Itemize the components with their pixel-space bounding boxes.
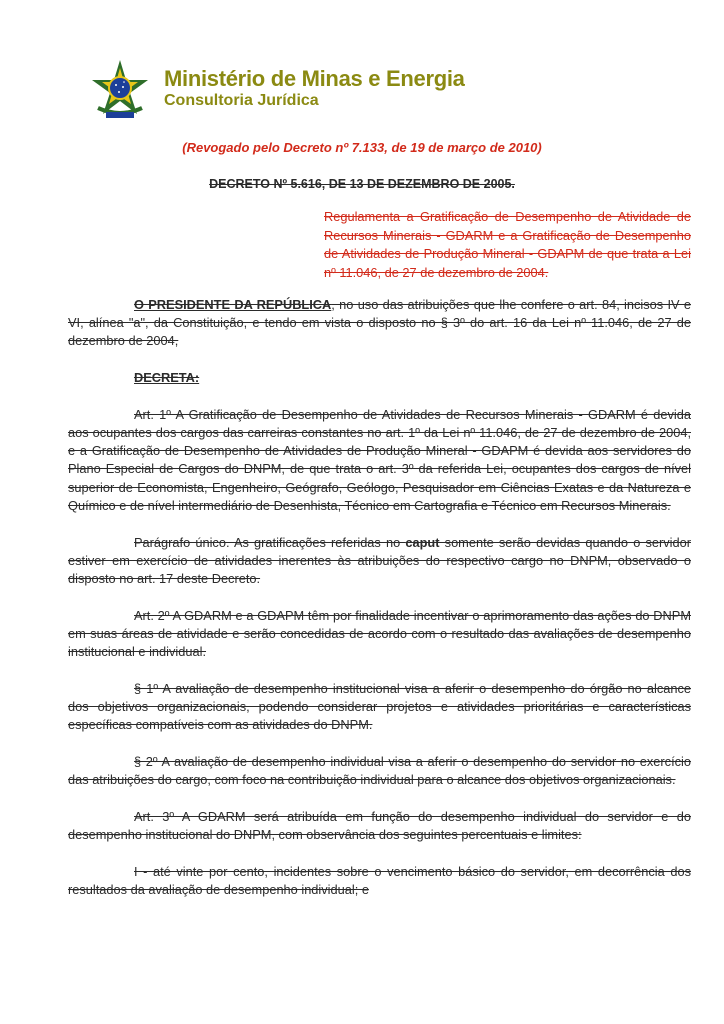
decree-title: DECRETO Nº 5.616, DE 13 DE DEZEMBRO DE 2005. [209,177,515,191]
article-2: Art. 2º A GDARM e a GDAPM têm por finalidade incentivar o aprimoramento das ações do DNPM em suas áreas de atividade e serão concedidas de acordo com o resultado das avaliações de desempenho institucional e individual. [68,607,691,660]
article-1-paragraph [68,534,691,589]
article-1: Art. 1º A Gratificação de Desempenho de Atividades de Recursos Minerais - GDARM é devida aos ocupantes dos cargos das carreiras constantes no art. 1º da Lei nº 11.046, de 27 de dezembro de 2004, e a Gratificação de Desempenho de Atividades de Produção Mineral - GDAPM é devida aos servidores do Plano Especial de Cargos do DNPM, de que trata o art. 3º da referida Lei, ocupantes dos cargos de nível superior de Economista, Engenheiro, Geógrafo, Geólogo, Pesquisador em Ciências Exatas e da Natureza e Químico e de nível intermediário de Desenhista, Técnico em Cartografia e Técnico em Recursos Minerais. [68,406,691,513]
article-2-paragraph-1: § 1º A avaliação de desempenho institucional visa a aferir o desempenho do órgão no alcance dos objetivos organizacionais, podendo considerar projetos e atividades prioritárias e características específicas compatíveis com as atividades do DNPM. [68,680,691,733]
preamble-text: , no uso das atribuições que lhe confere o art. 84, incisos IV e VI, alínea "a", da Constituição, e tendo em vista o disposto no § 3º do art. 16 da Lei nº 11.046, de 27 de dezembro de 2004, [68,297,691,349]
article-2-paragraph-2: § 2º A avaliação de desempenho individual visa a aferir o desempenho do servidor no exercício das atribuições do cargo, com foco na contribuição individual para o alcance dos objetivos organizacionais. [68,753,691,788]
article-1-paragraph-end: somente serão devidas quando o servidor estiver em exercício de atividades inerentes às atribuições do respectivo cargo no DNPM, observado o disposto no art. 17 deste Decreto. [68,534,691,586]
department-name: Consultoria Jurídica [164,92,319,109]
decree-body [68,296,691,918]
ministry-name: Ministério de Minas e Energia [164,66,465,91]
preamble [68,296,691,351]
article-1-paragraph-start: Parágrafo único. As gratificações referidas no [134,534,406,550]
decree-summary: Regulamenta a Gratificação de Desempenho de Atividade de Recursos Minerais - GDARM e a Gratificação de Desempenho de Atividades de Produção Mineral - GDAPM de que trata a Lei nº 11.046, de 27 de dezembro de 2004. [324,209,691,280]
revocation-note: (Revogado pelo Decreto nº 7.133, de 19 de março de 2010) [182,140,542,155]
article-3-item-i: I - até vinte por cento, incidentes sobre o vencimento básico do servidor, em decorrência dos resultados da avaliação de desempenho individual; e [68,863,691,897]
caput-term: caput [405,534,440,550]
president-heading: O PRESIDENTE DA REPÚBLICA [134,297,332,312]
decreta-heading: DECRETA: [134,370,200,386]
coat-of-arms-icon [88,58,152,122]
article-3: Art. 3º A GDARM será atribuída em função do desempenho individual do servidor e do desempenho institucional do DNPM, com observância dos seguintes percentuais e limites: [68,808,691,842]
